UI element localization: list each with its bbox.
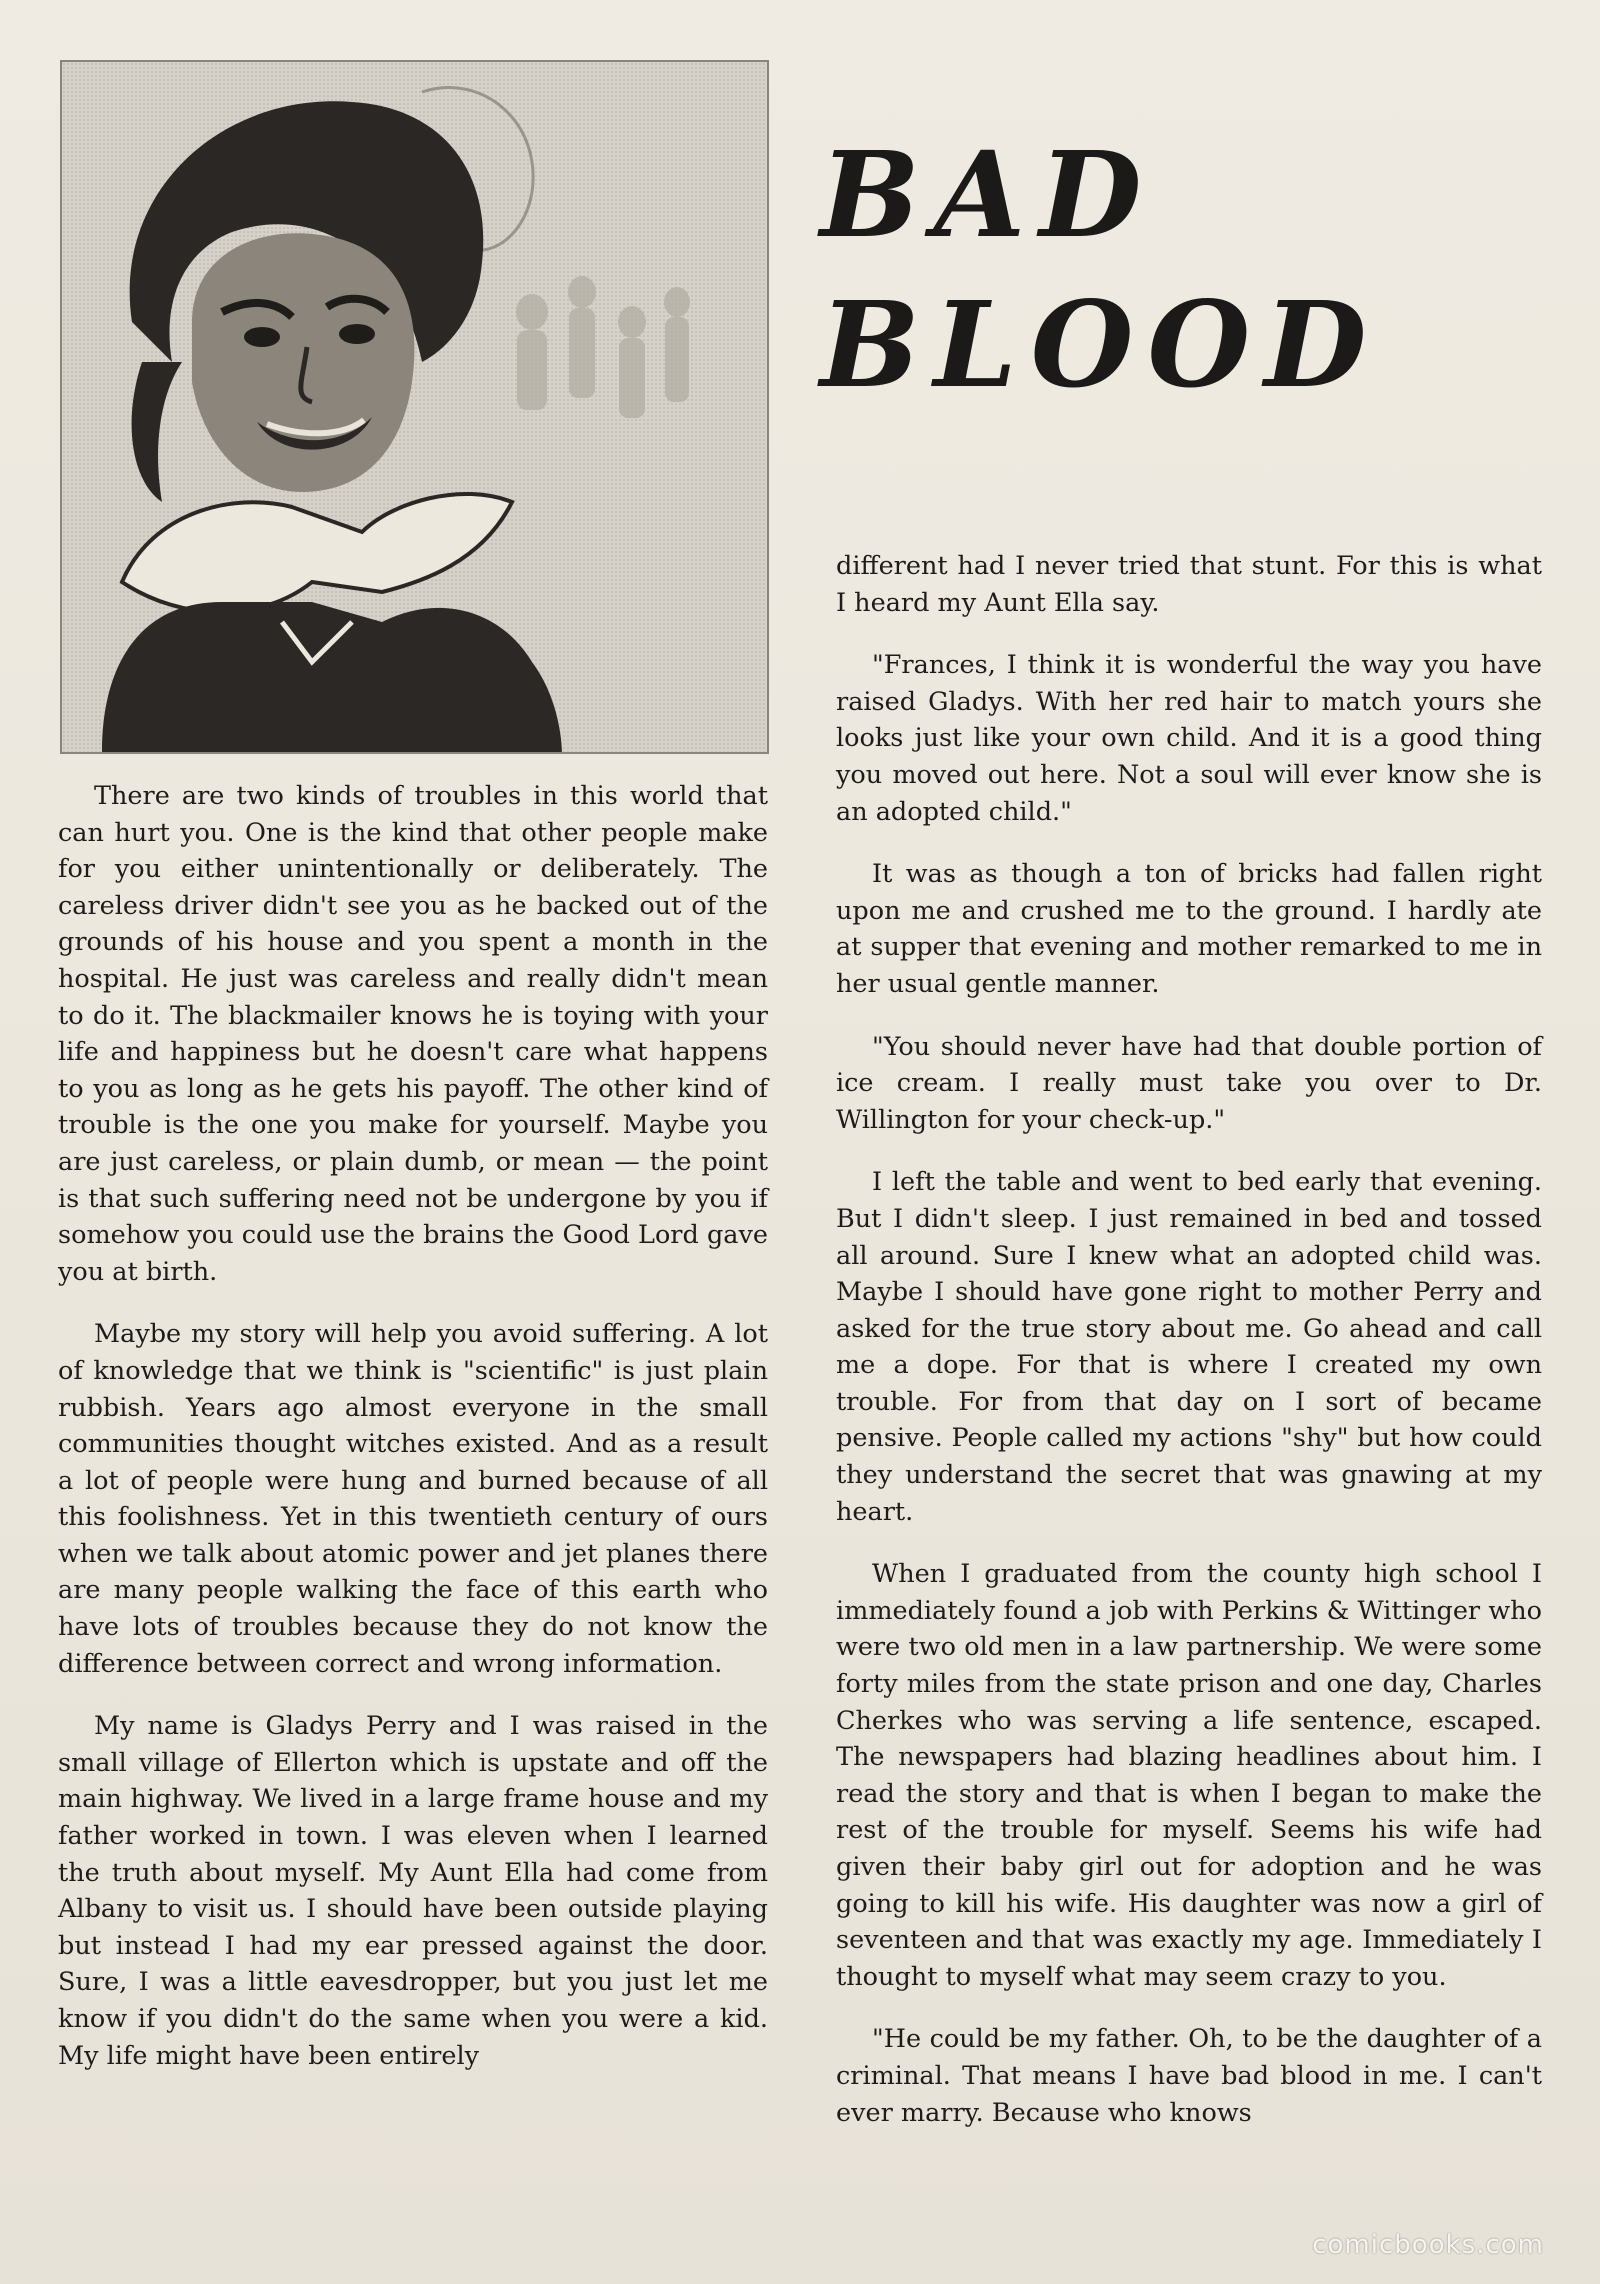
left-text-column <box>58 778 768 2100</box>
paragraph: "He could be my father. Oh, to be the daughter of a criminal. That means I have bad blood in me. I can't ever marry. Because who knows <box>836 2024 1542 2128</box>
paragraph: My name is Gladys Perry and I was raised in the small village of Ellerton which is upstate and off the main highway. We lived in a large frame house and my father worked in town. I was eleven when I learned the truth about myself. My Aunt Ella had come from Albany to visit us. I should have been outside playing but instead I had my ear pressed against the door. Sure, I was a little eavesdropper, but you just let me know if you didn't do the same when you were a kid. My life might have been entirely <box>58 1711 768 2071</box>
paragraph: different had I never tried that stunt. For this is what I heard my Aunt Ella say. <box>836 551 1542 618</box>
title-line-1: BAD <box>820 125 1156 264</box>
paragraph: "You should never have had that double portion of ice cream. I really must take you over to Dr. Willington for your check-up." <box>836 1031 1542 1135</box>
portrait-illustration <box>60 60 769 754</box>
paragraph: I left the table and went to bed early that evening. But I didn't sleep. I just remained in bed and tossed all around. Sure I knew what an adopted child was. Maybe I should have gone right to mother Perry and asked for the true story about me. Go ahead and call me a dope. For that is where I created my own trouble. For from that day on I sort of became pensive. People called my actions "shy" but how could they understand the secret that was gnawing at my heart. <box>836 1167 1542 1527</box>
paragraph: Maybe my story will help you avoid suffering. A lot of knowledge that we think is "scientific" is just plain rubbish. Years ago almost everyone in the small communities thought witches existed. And as a result a lot of people were hung and burned because of all this foolishness. Yet in this twentieth century of ours when we talk about atomic power and jet planes there are many people walking the face of this earth who have lots of troubles because they do not know the difference between correct and wrong information. <box>58 1319 768 1679</box>
title-line-2: BLOOD <box>820 275 1381 414</box>
paragraph: It was as though a ton of bricks had fallen right upon me and crushed me to the ground. I hardly ate at supper that evening and mother remarked to me in her usual gentle manner. <box>836 859 1542 999</box>
paragraph: "Frances, I think it is wonderful the way you have raised Gladys. With her red hair to match yours she looks just like your own child. And it is a good thing you moved out here. Not a soul will ever know she is an adopted child." <box>836 650 1542 827</box>
story-title <box>820 120 1520 420</box>
right-text-column <box>836 548 1542 2157</box>
paragraph: When I graduated from the county high school I immediately found a job with Perkins & Wittinger who were two old men in a law partnership. We were some forty miles from the state prison and one day, Charles Cherkes who was serving a life sentence, escaped. The newspapers had blazing headlines about him. I read the story and that is when I began to make the rest of the trouble for myself. Seems his wife had given their baby girl out for adoption and he was going to kill his wife. His daughter was now a girl of seventeen and that was exactly my age. Immediately I thought to myself what may seem crazy to you. <box>836 1559 1542 1992</box>
watermark: comicbooks.com <box>1312 2230 1544 2260</box>
woman-portrait-icon <box>62 62 767 752</box>
paragraph: There are two kinds of troubles in this world that can hurt you. One is the kind that other people make for you either unintentionally or deliberately. The careless driver didn't see you as he backed out of the grounds of his house and you spent a month in the hospital. He just was careless and really didn't mean to do it. The blackmailer knows he is toying with your life and happiness but he doesn't care what happens to you as long as he gets his payoff. The other kind of trouble is the one you make for yourself. Maybe you are just careless, or plain dumb, or mean — the point is that such suffering need not be undergone by you if somehow you could use the brains the Good Lord gave you at birth. <box>58 781 768 1287</box>
